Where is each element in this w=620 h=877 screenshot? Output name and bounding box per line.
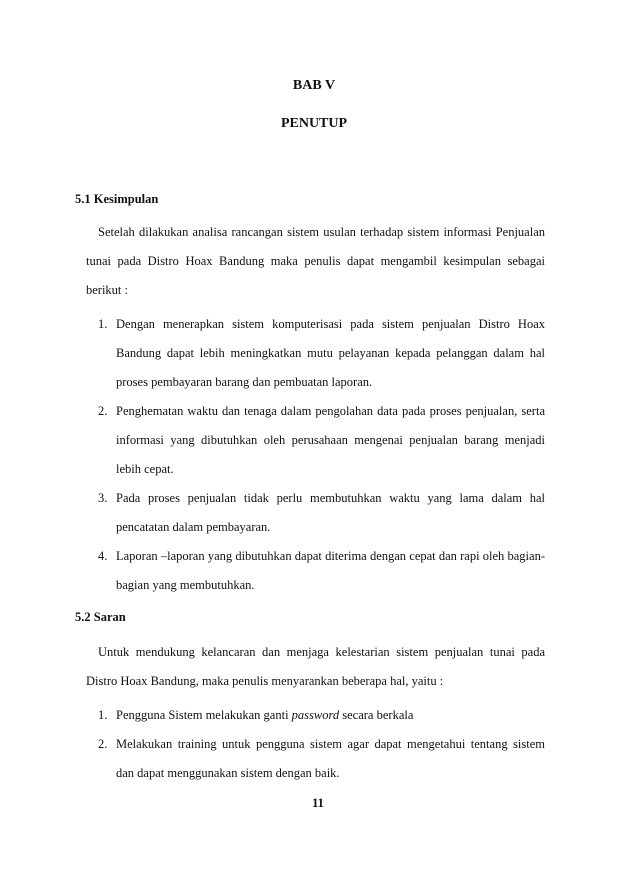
- kesimpulan-intro-paragraph: Setelah dilakukan analisa rancangan sistem usulan terhadap sistem informasi Penjualan tunai pada Distro Hoax Bandung maka penulis dapat mengambil kesimpulan sebagai berikut :: [86, 225, 545, 297]
- list-item: [86, 730, 545, 788]
- saran-list: [86, 701, 545, 788]
- page-number: 11: [312, 796, 324, 810]
- list-item-number: 4.: [98, 549, 108, 563]
- list-item-text: Pada proses penjualan tidak perlu membutuhkan waktu yang lama dalam hal pencatatan dalam pembayaran.: [116, 491, 545, 534]
- saran-intro-paragraph: Untuk mendukung kelancaran dan menjaga kelestarian sistem penjualan tunai pada Distro Hoax Bandung, maka penulis menyarankan beberapa hal, yaitu :: [86, 645, 545, 688]
- list-item: [86, 397, 545, 484]
- list-item-text: Melakukan training untuk pengguna sistem agar dapat mengetahui tentang sistem dan dapat menggunakan sistem dengan baik.: [116, 737, 545, 780]
- list-item-text: Penghematan waktu dan tenaga dalam pengolahan data pada proses penjualan, serta informasi yang dibutuhkan oleh perusahaan mengenai penjualan barang menjadi lebih cepat.: [116, 404, 545, 476]
- list-item-text-after: secara berkala: [339, 708, 414, 722]
- list-item-number: 2.: [98, 404, 108, 418]
- list-item-number: 1.: [98, 317, 108, 331]
- section-heading-kesimpulan: 5.1 Kesimpulan: [75, 192, 159, 206]
- list-item-text: Laporan –laporan yang dibutuhkan dapat diterima dengan cepat dan rapi oleh bagian-bagian yang membutuhkan.: [116, 549, 545, 592]
- list-item-text-before: Pengguna Sistem melakukan ganti: [116, 708, 292, 722]
- list-item: [86, 542, 545, 600]
- list-item-text: Dengan menerapkan sistem komputerisasi pada sistem penjualan Distro Hoax Bandung dapat lebih meningkatkan mutu pelayanan kepada pelanggan dalam hal proses pembayaran barang dan pembuatan laporan.: [116, 317, 545, 389]
- list-item-number: 1.: [98, 708, 108, 722]
- list-item-italic-term: password: [291, 708, 340, 722]
- chapter-number: BAB V: [292, 78, 336, 93]
- list-item: [86, 310, 545, 397]
- list-item-number: 3.: [98, 491, 108, 505]
- list-item-number: 2.: [98, 737, 108, 751]
- kesimpulan-list: [86, 310, 545, 600]
- list-item: [86, 484, 545, 542]
- section-heading-saran: 5.2 Saran: [75, 610, 126, 624]
- list-item: [86, 701, 545, 730]
- chapter-title: PENUTUP: [280, 116, 348, 131]
